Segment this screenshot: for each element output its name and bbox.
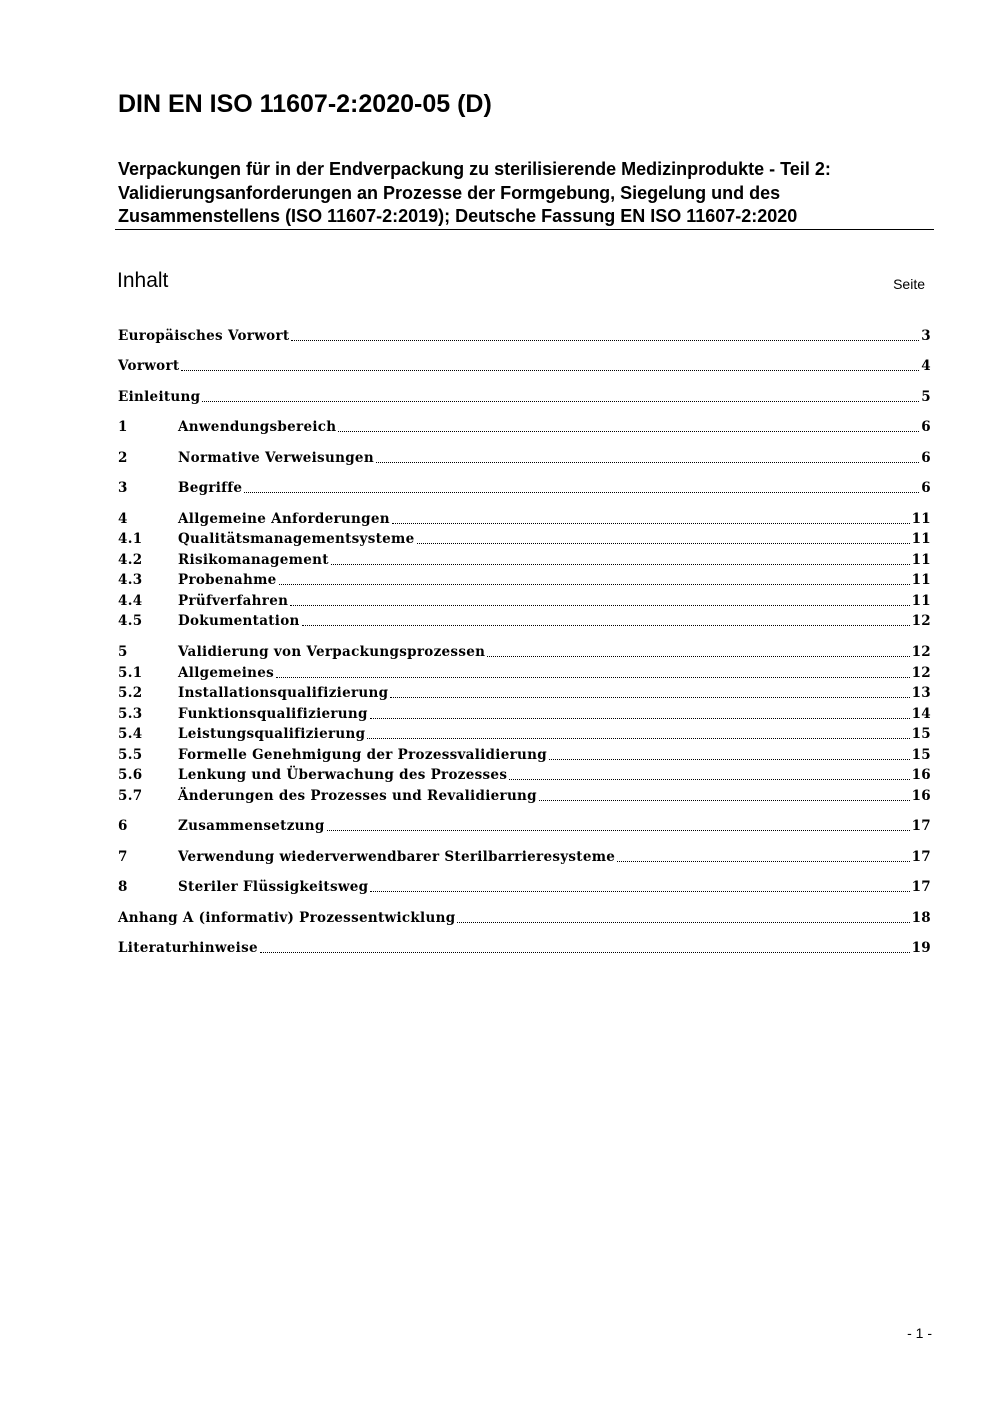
toc-entry-page: 3 [921, 328, 931, 344]
toc-entry-number: 5.6 [118, 767, 143, 783]
toc-entry[interactable] [118, 641, 931, 662]
toc-entry-number: 4 [118, 511, 128, 527]
toc-entry[interactable] [118, 610, 931, 631]
toc-entry-number: 7 [118, 849, 128, 865]
toc-leader-dots [181, 370, 919, 371]
toc-entry-number: 4.3 [118, 572, 143, 588]
toc-entry[interactable] [118, 508, 931, 529]
toc-entry-page: 14 [911, 706, 931, 722]
toc-entry-title: Leistungsqualifizierung [178, 726, 366, 742]
toc-entry-page: 6 [921, 450, 931, 466]
toc-entry[interactable] [118, 682, 931, 703]
toc-entry-page: 11 [911, 531, 931, 547]
toc-entry[interactable] [118, 549, 931, 570]
toc-entry-number: 5.5 [118, 747, 143, 763]
toc-entry[interactable] [118, 590, 931, 611]
toc-entry-page: 5 [921, 389, 931, 405]
toc-entry-number: 5.3 [118, 706, 143, 722]
toc-entry-title: Einleitung [118, 389, 201, 405]
toc-leader-dots [331, 564, 910, 565]
toc-entry-title: Lenkung und Überwachung des Prozesses [178, 767, 508, 783]
toc-entry-title: Anwendungsbereich [178, 419, 337, 435]
toc-leader-dots [509, 779, 909, 780]
toc-entry[interactable] [118, 703, 931, 724]
toc-entry[interactable] [118, 723, 931, 744]
toc-leader-dots [390, 697, 909, 698]
toc-entry-page: 12 [911, 644, 931, 660]
toc-entry-page: 6 [921, 419, 931, 435]
toc-entry[interactable] [118, 907, 931, 928]
toc-leader-dots [291, 340, 919, 341]
toc-leader-dots [338, 431, 919, 432]
toc-entry-page: 11 [911, 511, 931, 527]
toc-entry[interactable] [118, 846, 931, 867]
toc-entry-number: 5.1 [118, 665, 143, 681]
toc-entry[interactable] [118, 325, 931, 346]
toc-entry-page: 16 [911, 788, 931, 804]
toc-entry-title: Verwendung wiederverwendbarer Sterilbarrieresysteme [178, 849, 616, 865]
toc-entry-title: Installationsqualifizierung [178, 685, 389, 701]
toc-leader-dots [487, 656, 909, 657]
toc-page-column-label: Seite [893, 276, 925, 292]
toc-entry-page: 12 [911, 665, 931, 681]
toc-leader-dots [202, 401, 919, 402]
toc-entry[interactable] [118, 416, 931, 437]
toc-entry-title: Validierung von Verpackungsprozessen [178, 644, 486, 660]
toc-entry-number: 3 [118, 480, 128, 496]
toc-leader-dots [457, 922, 909, 923]
toc-entry-page: 11 [911, 593, 931, 609]
toc-entry-page: 12 [911, 613, 931, 629]
toc-entry[interactable] [118, 744, 931, 765]
title-divider [115, 229, 934, 230]
toc-leader-dots [279, 584, 910, 585]
toc-leader-dots [376, 462, 919, 463]
toc-entry[interactable] [118, 876, 931, 897]
toc-entry[interactable] [118, 815, 931, 836]
page-number: - 1 - [907, 1325, 932, 1341]
document-title-line: Validierungsanforderungen an Prozesse der Formgebung, Siegelung und des [118, 182, 781, 203]
toc-entry-number: 2 [118, 450, 128, 466]
toc-entry-title: Allgemeine Anforderungen [178, 511, 390, 527]
toc-entry-title: Qualitätsmanagementsysteme [178, 531, 415, 547]
toc-entry-page: 11 [911, 552, 931, 568]
toc-leader-dots [549, 759, 910, 760]
toc-leader-dots [260, 952, 910, 953]
toc-entry[interactable] [118, 386, 931, 407]
toc-entry-title: Normative Verweisungen [178, 450, 374, 466]
toc-leader-dots [367, 738, 909, 739]
toc-entry[interactable] [118, 937, 931, 958]
toc-entry-page: 4 [921, 358, 931, 374]
toc-entry-number: 1 [118, 419, 128, 435]
toc-entry-number: 4.2 [118, 552, 143, 568]
toc-entry-number: 5 [118, 644, 128, 660]
toc-entry-title: Dokumentation [178, 613, 300, 629]
toc-entry[interactable] [118, 528, 931, 549]
toc-entry-number: 4.1 [118, 531, 143, 547]
toc-entry-number: 5.4 [118, 726, 143, 742]
toc-heading: Inhalt [117, 269, 169, 292]
toc-leader-dots [370, 891, 909, 892]
toc-entry-page: 6 [921, 480, 931, 496]
toc-entry-number: 4.5 [118, 613, 143, 629]
toc-entry-title: Zusammensetzung [178, 818, 325, 834]
toc-entry-title: Begriffe [178, 480, 243, 496]
toc-entry-title: Funktionsqualifizierung [178, 706, 368, 722]
toc-entry-page: 15 [911, 747, 931, 763]
toc-entry[interactable] [118, 764, 931, 785]
document-title-line: Zusammenstellens (ISO 11607-2:2019); Deutsche Fassung EN ISO 11607-2:2020 [118, 206, 798, 226]
toc-leader-dots [290, 605, 909, 606]
toc-entry-number: 5.2 [118, 685, 143, 701]
toc-entry-number: 5.7 [118, 788, 143, 804]
toc-entry[interactable] [118, 447, 931, 468]
toc-entry-title: Prüfverfahren [178, 593, 289, 609]
toc-entry-title: Vorwort [118, 358, 180, 374]
toc-leader-dots [302, 625, 910, 626]
toc-leader-dots [392, 523, 910, 524]
toc-entry-page: 17 [911, 849, 931, 865]
toc-entry-number: 6 [118, 818, 128, 834]
toc-entry[interactable] [118, 477, 931, 498]
toc-leader-dots [327, 830, 910, 831]
toc-entry-number: 8 [118, 879, 128, 895]
toc-leader-dots [244, 492, 919, 493]
toc-entry-title: Probenahme [178, 572, 277, 588]
toc-entry-title: Allgemeines [178, 665, 275, 681]
document-title [118, 158, 932, 229]
toc-entry-title: Europäisches Vorwort [118, 328, 290, 344]
toc-entry-title: Risikomanagement [178, 552, 329, 568]
toc-entry-page: 19 [911, 940, 931, 956]
toc-entry[interactable] [118, 569, 931, 590]
toc-entry-page: 18 [911, 910, 931, 926]
toc-entry[interactable] [118, 785, 931, 806]
toc-entry-page: 17 [911, 879, 931, 895]
toc-leader-dots [276, 677, 910, 678]
toc-entry-title: Steriler Flüssigkeitsweg [178, 879, 369, 895]
toc-leader-dots [417, 543, 910, 544]
toc-entry-page: 16 [911, 767, 931, 783]
document-id: DIN EN ISO 11607-2:2020-05 (D) [118, 90, 492, 118]
toc-leader-dots [539, 800, 910, 801]
toc-entry-title: Anhang A (informativ) Prozessentwicklung [118, 910, 456, 926]
toc-entry-title: Änderungen des Prozesses und Revalidierung [178, 788, 537, 804]
toc-entry-page: 15 [911, 726, 931, 742]
toc-entry-title: Formelle Genehmigung der Prozessvalidierung [178, 747, 547, 763]
toc-leader-dots [370, 718, 910, 719]
toc-entry-page: 17 [911, 818, 931, 834]
toc-leader-dots [617, 861, 909, 862]
toc-entry-title: Literaturhinweise [118, 940, 258, 956]
document-title-line: Verpackungen für in der Endverpackung zu sterilisierende Medizinprodukte - Teil 2: [118, 159, 831, 179]
toc-entry-page: 11 [911, 572, 931, 588]
toc-entry-page: 13 [911, 685, 931, 701]
toc-entry-number: 4.4 [118, 593, 143, 609]
toc-entry[interactable] [118, 662, 931, 683]
toc-entry[interactable] [118, 355, 931, 376]
